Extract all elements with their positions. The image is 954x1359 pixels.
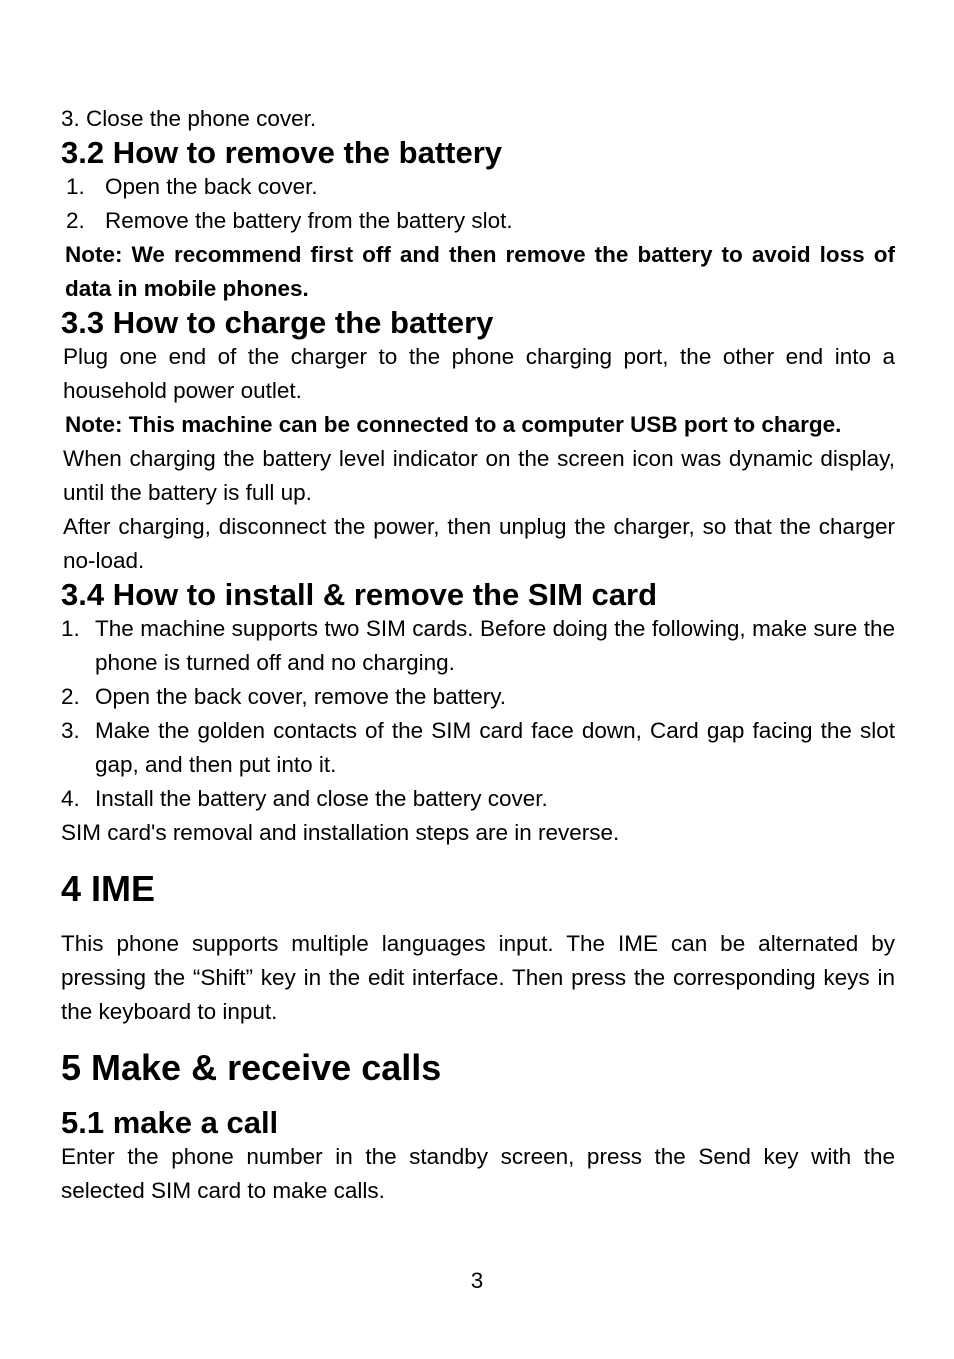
list-item [61,680,895,714]
section-3-4-heading: 3.4 How to install & remove the SIM card [61,577,658,612]
section-3-4-closing: SIM card's removal and installation steps are in reverse. [61,820,620,845]
section-3-2-note: Note: We recommend first off and then remove the battery to avoid loss of data in mobile phones. [65,242,895,301]
list-item [61,612,895,680]
section-3-3-paragraph: After charging, disconnect the power, then unplug the charger, so that the charger no-load. [63,514,895,573]
list-text: Remove the battery from the battery slot. [105,208,513,233]
list-text: Open the back cover. [105,174,318,199]
section-3-3-paragraph: Plug one end of the charger to the phone charging port, the other end into a household power outlet. [63,344,895,403]
manual-page [61,102,895,1208]
list-number: 4. [61,786,80,811]
list-item [61,714,895,782]
list-text: Make the golden contacts of the SIM card face down, Card gap facing the slot gap, and then put into it. [95,718,895,777]
list-text: Open the back cover, remove the battery. [95,684,507,709]
list-item [61,170,895,204]
section-3-3-note: Note: This machine can be connected to a computer USB port to charge. [65,412,842,437]
list-text: Install the battery and close the battery cover. [95,786,548,811]
section-4-paragraph: This phone supports multiple languages input. The IME can be alternated by pressing the “Shift” key in the edit interface. Then press the corresponding keys in the keyboard to input. [61,931,895,1024]
section-3-3-heading: 3.3 How to charge the battery [61,305,494,340]
list-number: 2. [66,208,85,233]
section-3-3-paragraph: When charging the battery level indicator on the screen icon was dynamic display, until the battery is full up. [63,446,895,505]
list-number: 2. [61,684,80,709]
section-5-1-paragraph: Enter the phone number in the standby screen, press the Send key with the selected SIM card to make calls. [61,1144,895,1203]
section-3-2-heading: 3.2 How to remove the battery [61,135,503,170]
intro-line: 3. Close the phone cover. [61,106,317,131]
list-item [61,204,895,238]
list-number: 3. [61,718,80,743]
list-number: 1. [66,174,85,199]
list-item [61,782,895,816]
list-number: 1. [61,616,80,641]
section-4-heading: 4 IME [61,868,156,909]
section-5-1-heading: 5.1 make a call [61,1105,279,1140]
section-5-heading: 5 Make & receive calls [61,1047,442,1088]
page-number: 3 [470,1268,484,1293]
list-text: The machine supports two SIM cards. Before doing the following, make sure the phone is turned off and no charging. [95,616,895,675]
